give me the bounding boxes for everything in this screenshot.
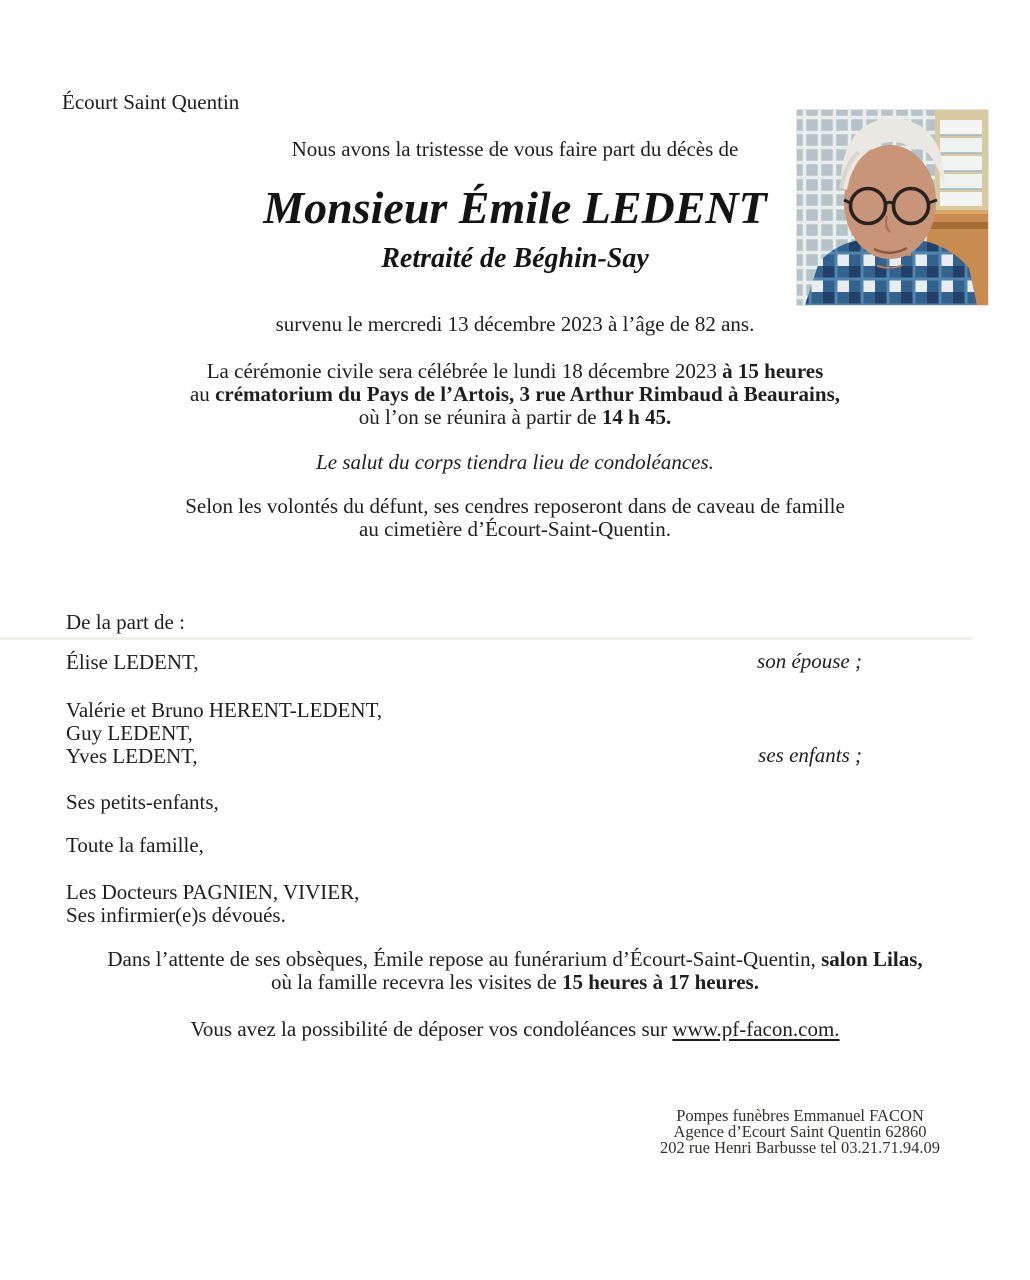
- ashes-paragraph: [0, 495, 1030, 541]
- condolences-website-url: www.pf-facon.com.: [672, 1017, 840, 1041]
- ashes-line-2: au cimetière d’Écourt-Saint-Quentin.: [359, 517, 671, 541]
- family-row-children: [66, 699, 862, 768]
- death-date-line: survenu le mercredi 13 décembre 2023 à l’âge de 82 ans.: [275, 312, 755, 336]
- family-row-doctors: [66, 881, 862, 927]
- repose-paragraph: [0, 948, 1030, 994]
- family-role-label: ses enfants ;: [758, 743, 862, 767]
- family-member-name: Ses petits-enfants,: [66, 790, 219, 814]
- repose-line-1: Dans l’attente de ses obsèques, Émile repose au funérarium d’Écourt-Saint-Quentin, salon Lilas,: [107, 947, 923, 971]
- repose-line-2: où la famille recevra les visites de 15 heures à 17 heures.: [271, 970, 759, 994]
- family-heading: De la part de :: [66, 610, 185, 634]
- family-member-name: Valérie et Bruno HERENT-LEDENT,: [66, 698, 383, 722]
- family-member-name: Les Docteurs PAGNIEN, VIVIER,: [66, 880, 360, 904]
- funeral-home-block: [600, 1108, 1000, 1156]
- ceremony-line-3: où l’on se réunira à partir de 14 h 45.: [358, 405, 672, 429]
- funeral-home-name: Pompes funèbres Emmanuel FACON: [676, 1106, 924, 1125]
- ceremony-paragraph: [0, 360, 1030, 429]
- family-role-label: son épouse ;: [757, 649, 862, 673]
- ceremony-place: crématorium du Pays de l’Artois, 3 rue Arthur Rimbaud à Beaurains,: [215, 382, 840, 406]
- family-row-spouse: [66, 651, 862, 674]
- deceased-subtitle: Retraité de Béghin-Say: [381, 243, 649, 274]
- salute-line: Le salut du corps tiendra lieu de condoléances.: [316, 450, 714, 474]
- family-member-name: Ses infirmier(e)s dévoués.: [66, 903, 286, 927]
- ashes-line-1: Selon les volontés du défunt, ses cendres reposeront dans de caveau de famille: [185, 494, 845, 518]
- intro-line: Nous avons la tristesse de vous faire part du décès de: [291, 137, 739, 161]
- family-member-name: Yves LEDENT,: [66, 744, 198, 768]
- family-member-name: Guy LEDENT,: [66, 721, 193, 745]
- funeral-salon: salon Lilas,: [821, 947, 923, 971]
- ceremony-time: à 15 heures: [722, 359, 824, 383]
- condolences-line: Vous avez la possibilité de déposer vos condoléances sur www.pf-facon.com.: [190, 1017, 840, 1041]
- family-member-name: Toute la famille,: [66, 833, 204, 857]
- family-member-name: Élise LEDENT,: [66, 650, 199, 674]
- scan-artifact-line: [0, 637, 972, 640]
- funeral-home-agency: Agence d’Ecourt Saint Quentin 62860: [673, 1122, 927, 1141]
- ceremony-line-2: au crématorium du Pays de l’Artois, 3 rue Arthur Rimbaud à Beaurains,: [189, 382, 840, 406]
- family-row-grandchildren: [66, 791, 862, 814]
- family-row-whole-family: [66, 834, 862, 857]
- deceased-name: Monsieur Émile LEDENT: [263, 182, 767, 233]
- funeral-home-address-phone: 202 rue Henri Barbusse tel 03.21.71.94.09: [660, 1138, 940, 1157]
- ceremony-line-1: La cérémonie civile sera célébrée le lundi 18 décembre 2023 à 15 heures: [206, 359, 824, 383]
- city-heading: Écourt Saint Quentin: [62, 90, 240, 114]
- gathering-time: 14 h 45.: [601, 405, 672, 429]
- visit-hours: 15 heures à 17 heures.: [561, 970, 759, 994]
